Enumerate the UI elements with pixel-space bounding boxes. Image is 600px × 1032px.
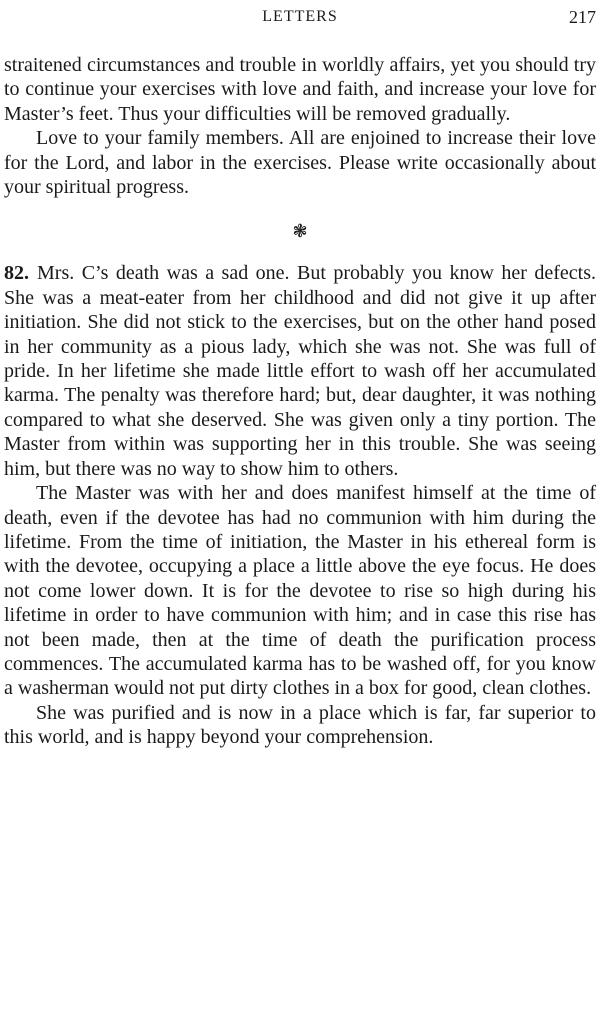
- continuation-paragraph: straitened circumstances and trouble in worldly affairs, yet you should try to continue your exercises with love and faith, and increase your love for Master’s feet. Thus your difficulties will be removed gradually.: [4, 54, 596, 125]
- continuation-paragraph: Love to your family members. All are enjoined to increase their love for the Lord, and labor in the exercises. Please write occasionally about your spiritual progress.: [4, 127, 596, 199]
- letter-paragraph: The Master was with her and does manifest himself at the time of death, even if the devotee has had no communion with him during the lifetime. From the time of initiation, the Master in his ethereal form is with the devotee, occupying a place a little above the eye focus. He does not come lower down. It is for the devotee to rise so high during his lifetime in order to have communion with him; and in case this rise has not been made, then at the time of death the purification process commences. The accumulated karma has to be washed off, for you know a washerman would not put dirty clothes in a box for good, clean clothes.: [4, 482, 596, 700]
- running-title: LETTERS: [262, 8, 338, 25]
- page-number: 217: [569, 7, 596, 27]
- letter-paragraph-text: Mrs. C’s death was a sad one. But probably you know her defects. She was a meat-eater from her childhood and did not give it up after initiation. She did not stick to the exercises, but on the other hand posed in her community as a pious lady, which she was not. She was full of pride. In her lifetime she made little effort to wash off her accumulated karma. The penalty was therefore hard; but, dear daughter, it was nothing compared to what she deserved. She was given only a tiny portion. The Master from within was supporting her in this trouble. She was seeing him, but there was no way to show him to others.: [4, 262, 596, 480]
- letter-paragraph: She was purified and is now in a place which is far, far superior to this world, and is happy beyond your comprehension.: [4, 701, 596, 749]
- letter-paragraph: [4, 261, 596, 481]
- text-body: [4, 53, 596, 750]
- running-head: [0, 6, 600, 28]
- section-ornament-icon: ❃: [292, 221, 308, 242]
- letter-number: 82.: [4, 262, 29, 285]
